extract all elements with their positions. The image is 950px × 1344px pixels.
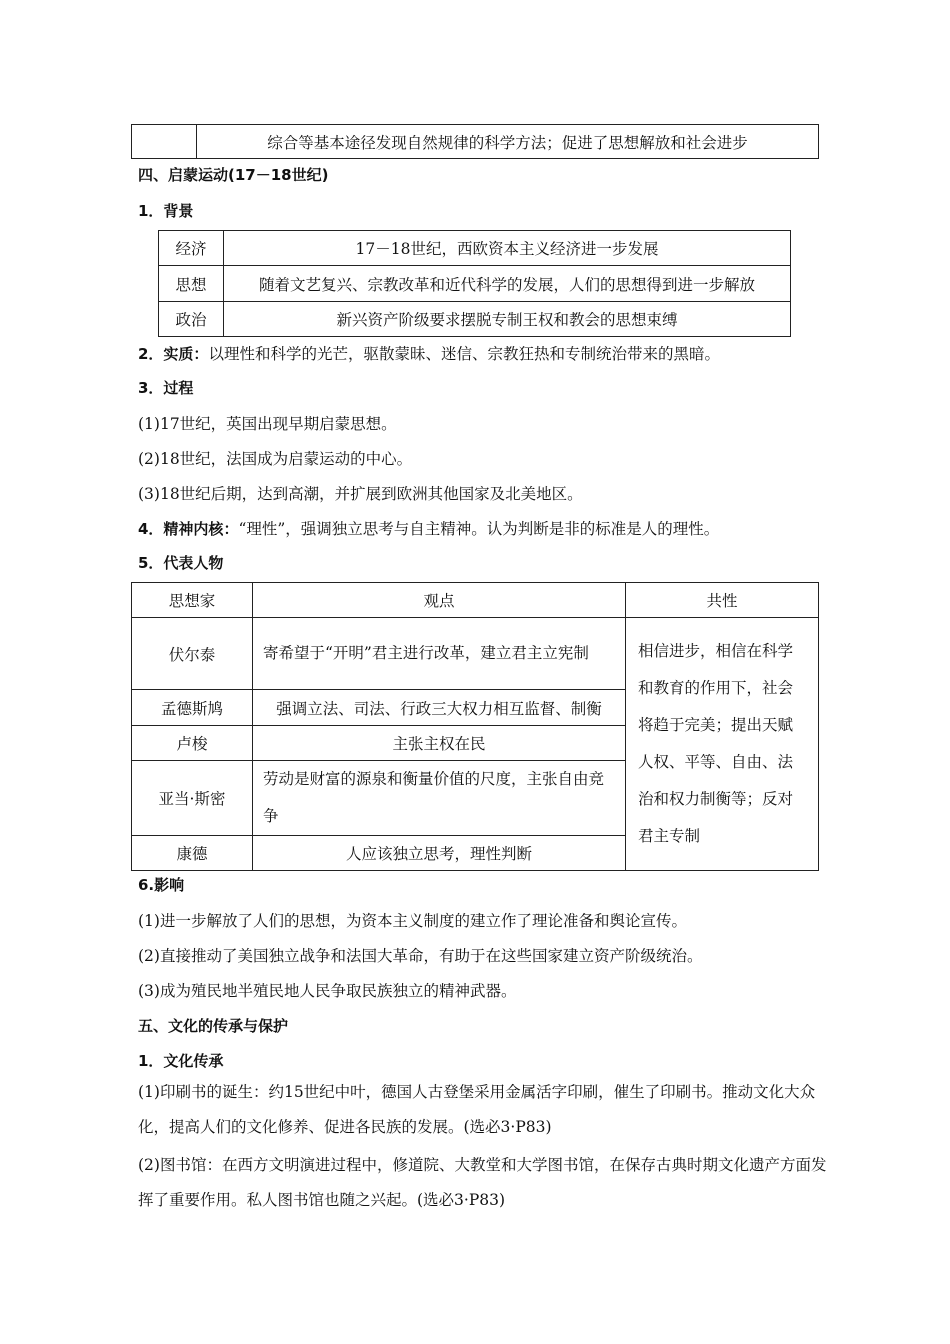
bg-text: 随着文艺复兴、宗教改革和近代科学的发展，人们的思想得到进一步解放	[224, 266, 791, 302]
thinker-view: 强调立法、司法、行政三大权力相互监督、制衡	[253, 690, 626, 726]
spirit-line	[138, 517, 719, 539]
thinker-view: 寄希望于“开明”君主进行改革，建立君主立宪制	[253, 618, 626, 690]
col-header-thinker: 思想家	[132, 583, 253, 618]
figures-heading: 5．代表人物	[138, 554, 224, 572]
spirit-label: 4．精神内核：	[138, 520, 239, 538]
essence-text: 以理性和科学的光芒，驱散蒙昧、迷信、宗教狂热和专制统治带来的黑暗。	[208, 345, 720, 363]
thinker-name: 亚当·斯密	[132, 761, 253, 836]
thinker-name: 卢梭	[132, 726, 253, 761]
table-row	[159, 231, 791, 266]
bg-label: 经济	[159, 231, 224, 266]
impact-item: (3)成为殖民地半殖民地人民争取民族独立的精神武器。	[138, 982, 517, 1000]
background-heading: 1．背景	[138, 202, 194, 220]
col-header-view: 观点	[253, 583, 626, 618]
thinker-name: 伏尔泰	[132, 618, 253, 690]
process-heading: 3．过程	[138, 379, 194, 397]
process-item: (1)17世纪，英国出现早期启蒙思想。	[138, 415, 397, 433]
process-item: (2)18世纪，法国成为启蒙运动的中心。	[138, 450, 413, 468]
background-table	[158, 230, 791, 337]
col-header-common: 共性	[626, 583, 819, 618]
section5-title: 五、文化的传承与保护	[138, 1017, 289, 1035]
commonality-cell: 相信进步，相信在科学和教育的作用下，社会将趋于完美；提出天赋人权、平等、自由、法治和权力制衡等；反对君主专制	[626, 618, 819, 871]
top-table-cell-2: 综合等基本途径发现自然规律的科学方法；促进了思想解放和社会进步	[197, 125, 819, 159]
thinker-view: 人应该独立思考，理性判断	[253, 836, 626, 871]
table-header-row	[132, 583, 819, 618]
table-row	[132, 618, 819, 690]
section4-title: 四、启蒙运动(17－18世纪)	[138, 166, 329, 184]
culture-heritage-heading: 1．文化传承	[138, 1052, 224, 1070]
table-row	[159, 266, 791, 302]
impact-item: (2)直接推动了美国独立战争和法国大革命，有助于在这些国家建立资产阶级统治。	[138, 947, 703, 965]
essence-line	[138, 342, 720, 364]
thinker-view: 主张主权在民	[253, 726, 626, 761]
table-row	[159, 302, 791, 337]
essence-label: 2．实质：	[138, 345, 209, 363]
thinker-view: 劳动是财富的源泉和衡量价值的尺度，主张自由竞争	[253, 761, 626, 836]
top-table	[131, 124, 819, 159]
thinker-name: 孟德斯鸠	[132, 690, 253, 726]
bg-text: 17－18世纪，西欧资本主义经济进一步发展	[224, 231, 791, 266]
bg-label: 思想	[159, 266, 224, 302]
process-item: (3)18世纪后期，达到高潮，并扩展到欧洲其他国家及北美地区。	[138, 485, 583, 503]
library-paragraph: (2)图书馆：在西方文明演进过程中，修道院、大教堂和大学图书馆，在保存古典时期文化遗产方面发挥了重要作用。私人图书馆也随之兴起。(选必3·P83)	[138, 1156, 827, 1209]
impact-heading: 6.影响	[138, 876, 185, 894]
figures-table	[131, 582, 819, 871]
top-table-cell-1	[132, 125, 197, 159]
printing-paragraph: (1)印刷书的诞生：约15世纪中叶，德国人古登堡采用金属活字印刷，催生了印刷书。推动文化大众化，提高人们的文化修养、促进各民族的发展。(选必3·P83)	[138, 1083, 816, 1136]
spirit-text: “理性”，强调独立思考与自主精神。认为判断是非的标准是人的理性。	[238, 520, 720, 538]
bg-text: 新兴资产阶级要求摆脱专制王权和教会的思想束缚	[224, 302, 791, 337]
impact-item: (1)进一步解放了人们的思想，为资本主义制度的建立作了理论准备和舆论宣传。	[138, 912, 687, 930]
thinker-name: 康德	[132, 836, 253, 871]
bg-label: 政治	[159, 302, 224, 337]
